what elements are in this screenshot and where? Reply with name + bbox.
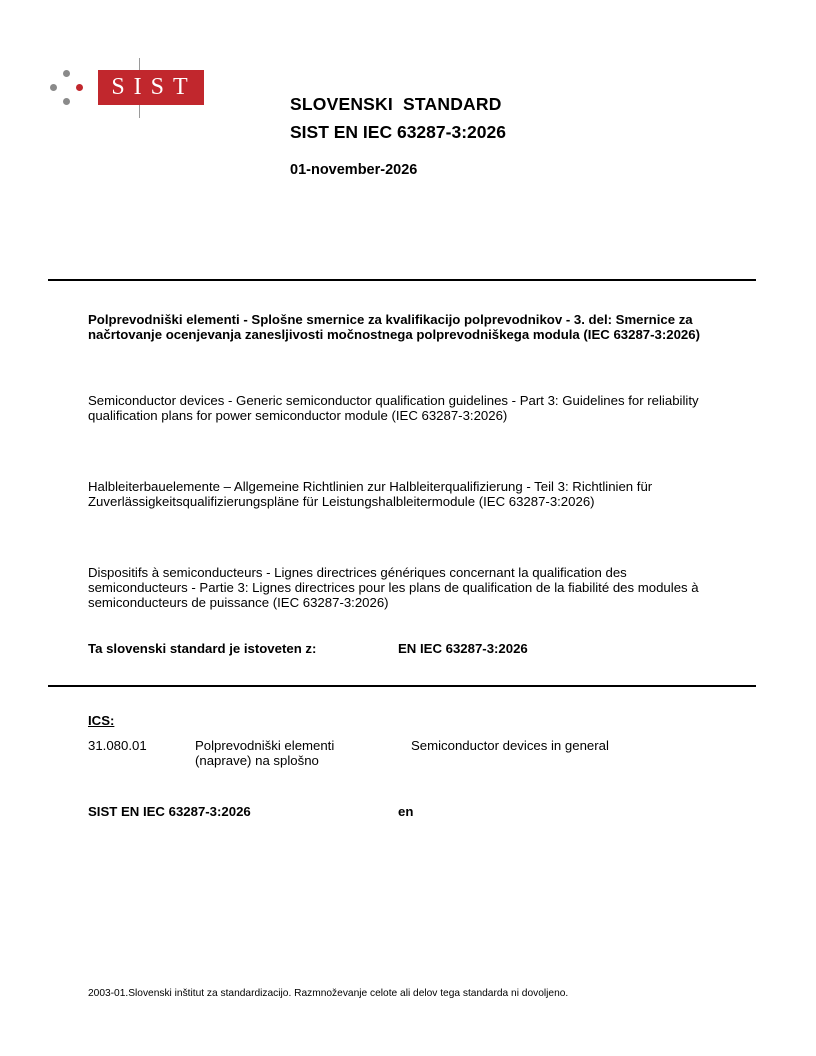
title-french: Dispositifs à semiconducteurs - Lignes directrices génériques concernant la qualification des semiconducteurs - Partie 3: Lignes directrices pour les plans de qualification de la fiabilité des modules à semiconducteurs de puissance (IEC 63287-3:2026) xyxy=(88,565,699,610)
copyright-footer: 2003-01.Slovenski inštitut za standardizacijo. Razmnoževanje celote ali delov tega standarda ni dovoljeno. xyxy=(88,988,569,999)
logo-dot xyxy=(50,84,57,91)
ics-code: 31.080.01 xyxy=(88,738,147,753)
ics-description-english: Semiconductor devices in general xyxy=(411,738,609,753)
logo-wordmark: SIST xyxy=(98,70,204,105)
logo-dot xyxy=(76,84,83,91)
ics-description-slovenian: Polprevodniški elementi (naprave) na splošno xyxy=(195,738,335,768)
top-divider xyxy=(48,279,756,281)
ics-heading: ICS: xyxy=(88,713,115,728)
title-german: Halbleiterbauelemente – Allgemeine Richtlinien zur Halbleiterqualifizierung - Teil 3: Richtlinien für Zuverlässigkeitsqualifizierungspläne für Leistungshalbleitermodule (IEC 63287-3:2026) xyxy=(88,479,653,509)
document-id: SIST EN IEC 63287-3:2026 xyxy=(88,804,251,819)
standard-id: SIST EN IEC 63287-3:2026 xyxy=(290,122,506,142)
logo-dot xyxy=(63,70,70,77)
identical-value: EN IEC 63287-3:2026 xyxy=(398,641,528,656)
standard-kind: SLOVENSKI STANDARD xyxy=(290,94,502,114)
document-language: en xyxy=(398,804,414,819)
title-slovenian: Polprevodniški elementi - Splošne smernice za kvalifikacijo polprevodnikov - 3. del: Smernice za načrtovanje ocenjevanja zanesljivosti močnostnega polprevodniškega modula (IEC 63287-3:2026) xyxy=(88,312,700,342)
bottom-divider xyxy=(48,685,756,687)
logo-dot xyxy=(63,98,70,105)
identical-label: Ta slovenski standard je istoveten z: xyxy=(88,641,317,656)
publication-date: 01-november-2026 xyxy=(290,162,418,178)
title-english: Semiconductor devices - Generic semiconductor qualification guidelines - Part 3: Guidelines for reliability qualification plans for power semiconductor module (IEC 63287-3:2026) xyxy=(88,393,699,423)
